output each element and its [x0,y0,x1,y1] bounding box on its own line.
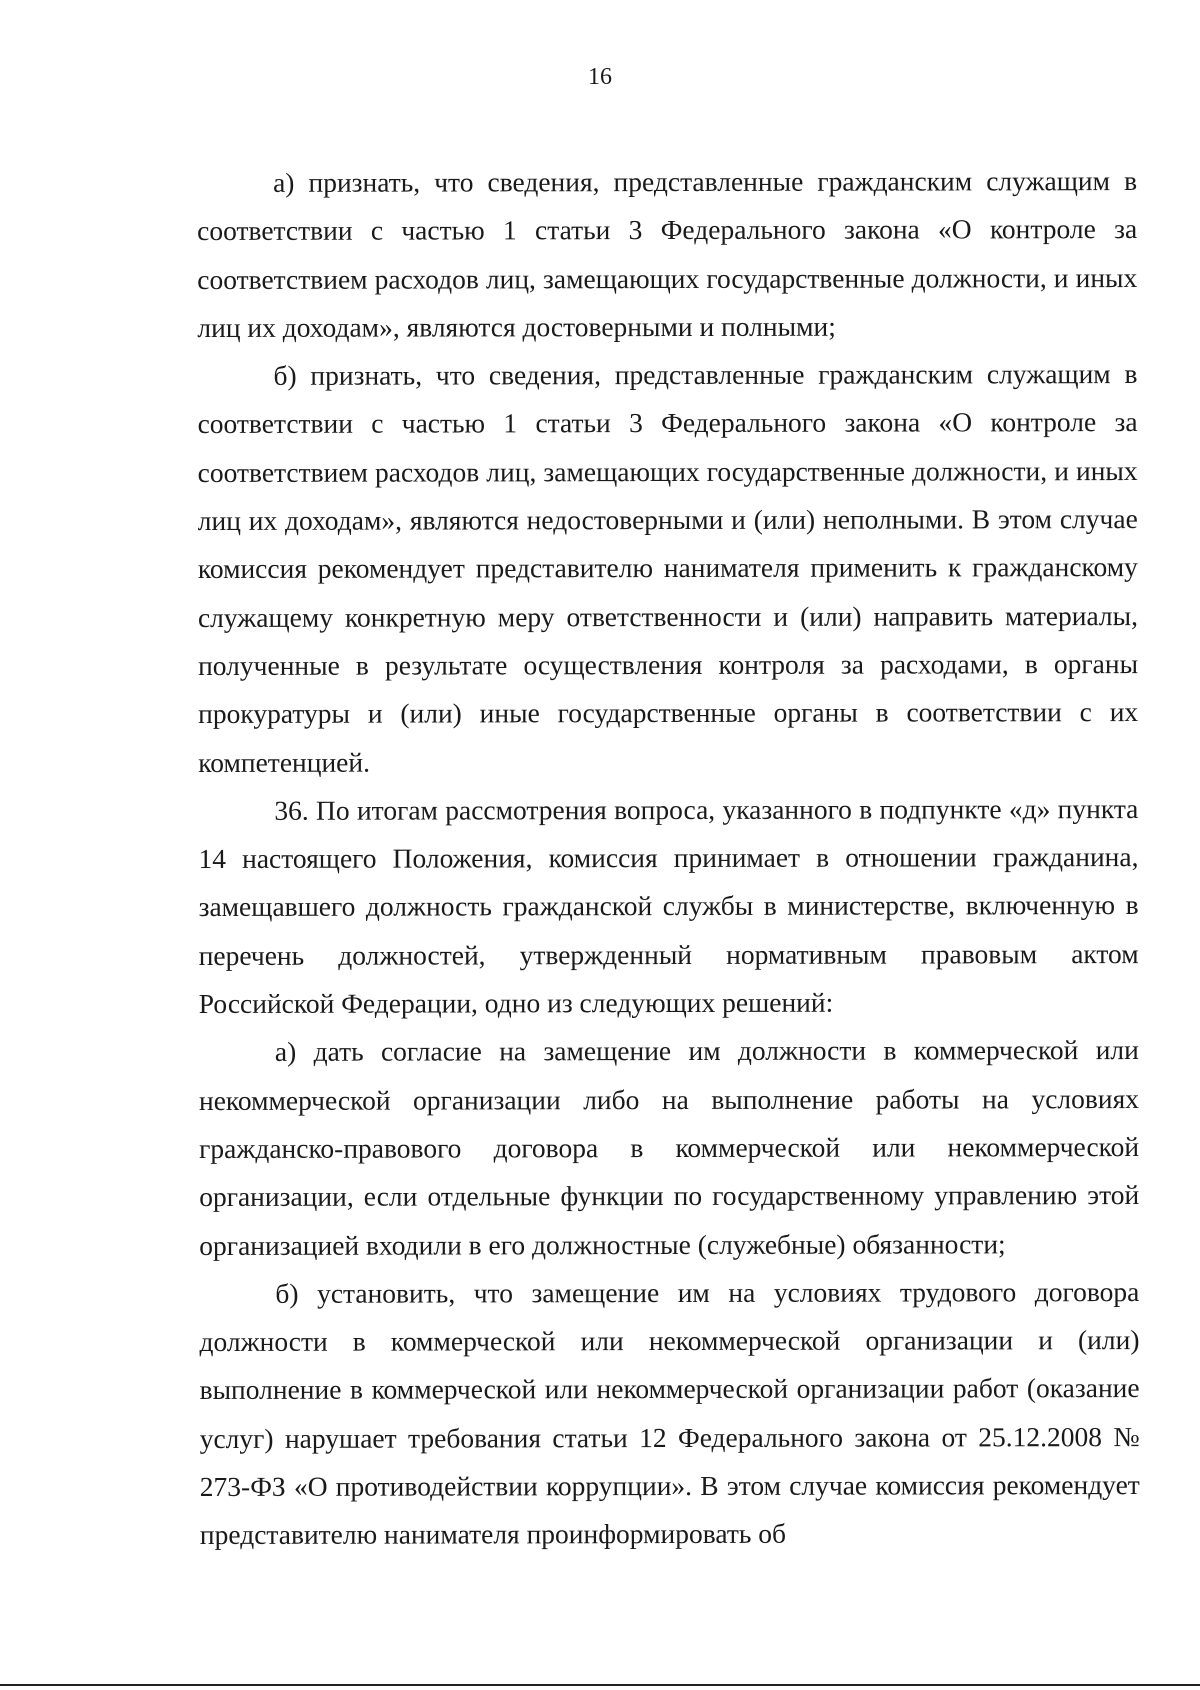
page-bottom-edge [0,1684,1200,1686]
paragraph-b-violation: б) установить, что замещение им на условиях трудового договора должности в коммерческой или некоммерческой организации и (или) выполнение в коммерческой или некоммерческой организации работ (оказание услуг) нарушает требования статьи 12 Федерального закона от 25.12.2008 № 273-ФЗ «О противодействии коррупции». В этом случае комиссия рекомендует представителю нанимателя проинформировать об [199,1275,1140,1551]
paragraph-a-reliable: а) признать, что сведения, представленные гражданским служащим в соответствии с частью 1 статьи 3 Федерального закона «О контроле за соответствием расходов лиц, замещающих государственные должности, и иных лиц их доходам», являются достоверными и полными; [197,165,1138,343]
paragraph-36: 36. По итогам рассмотрения вопроса, указанного в подпункте «д» пункта 14 настоящего Положения, комиссия принимает в отношении гражданина, замещавшего должность гражданской службы в министерстве, включенную в перечень должностей, утвержденный нормативным правовым актом Российской Федерации, одно из следующих решений: [198,792,1139,1020]
page-number: 16 [588,64,612,90]
document-body [197,157,1140,1560]
paragraph-b-unreliable: б) признать, что сведения, представленные гражданским служащим в соответствии с частью 1 статьи 3 Федерального закона «О контроле за соответствием расходов лиц, замещающих государственные должности, и иных лиц их доходам», являются недостоверными и (или) неполными. В этом случае комиссия рекомендует представителю нанимателя применить к гражданскому служащему конкретную меру ответственности и (или) направить материалы, полученные в результате осуществления контроля за расходами, в органы прокуратуры и (или) иные государственные органы в соответствии с их компетенцией. [197,358,1139,778]
paragraph-a-consent: а) дать согласие на замещение им должности в коммерческой или некоммерческой организации либо на выполнение работы на условиях гражданско-правового договора в коммерческой или некоммерческой организации, если отдельные функции по государственному управлению этой организацией входили в его должностные (служебные) обязанности; [198,1034,1140,1261]
